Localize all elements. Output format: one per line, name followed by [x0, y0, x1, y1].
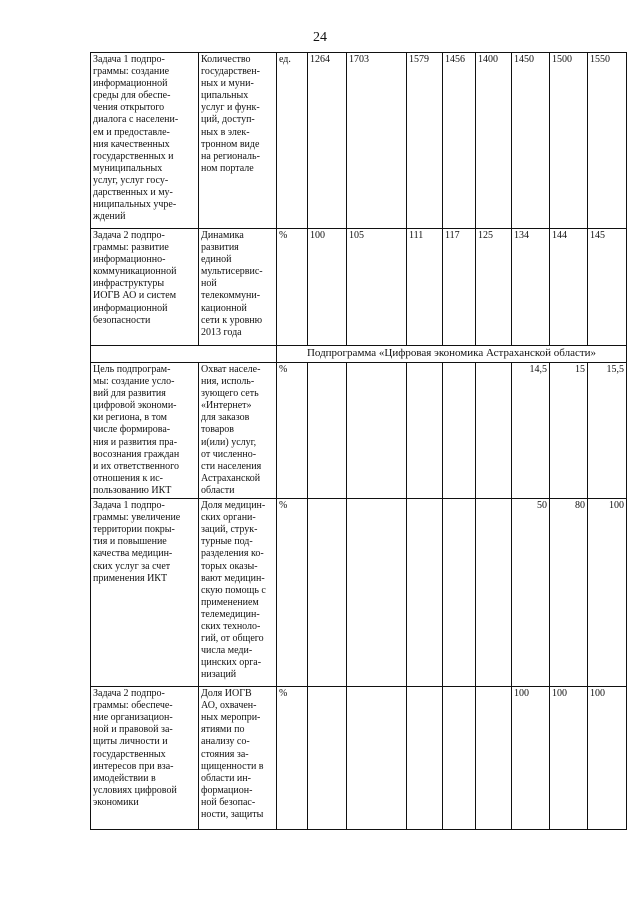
- value-cell: 144: [550, 229, 588, 346]
- value-cell: [347, 363, 407, 499]
- value-cell: [407, 687, 443, 830]
- value-cell: 15: [550, 363, 588, 499]
- value-cell: 50: [512, 499, 550, 687]
- task-name-cell: Задача 1 подпро- граммы: создание информационной среды для обеспе- чения открытого диалога с населени- ем и предоставле- ния качественных государственных и муниципальных услуг, услуг госу- дарственных и му- ниципальных учре- ждений: [91, 53, 199, 229]
- indicator-cell: Динамика развития единой мультисервис- ной телекоммуни- кационной сети к уровню 2013 года: [199, 229, 277, 346]
- value-cell: [443, 687, 476, 830]
- value-cell: 1579: [407, 53, 443, 229]
- value-cell: 117: [443, 229, 476, 346]
- indicator-cell: Доля медицин- ских органи- заций, струк- турные под- разделения ко- торых оказы- вают медицин- скую помощь с применением телемедицин- ских техноло- гий, от общего числа меди- цинских орга- низаций: [199, 499, 277, 687]
- value-cell: 105: [347, 229, 407, 346]
- table-row: [91, 363, 627, 499]
- value-cell: 145: [588, 229, 627, 346]
- unit-cell: %: [277, 229, 308, 346]
- table-row: [91, 53, 627, 229]
- task-name-cell: Задача 2 подпро- граммы: обеспече- ние организацион- ной и правовой за- щиты личности и государственных интересов при вза- имодействии в условиях цифровой экономики: [91, 687, 199, 830]
- value-cell: [476, 687, 512, 830]
- value-cell: 15,5: [588, 363, 627, 499]
- value-cell: [443, 499, 476, 687]
- value-cell: [476, 499, 512, 687]
- indicator-cell: Доля ИОГВ АО, охвачен- ных меропри- ятиями по анализу со- стояния за- щищенности в области ин- формацион- ной безопас- ности, защиты: [199, 687, 277, 830]
- unit-cell: %: [277, 499, 308, 687]
- value-cell: 1550: [588, 53, 627, 229]
- unit-cell: %: [277, 687, 308, 830]
- table-row: [91, 499, 627, 687]
- value-cell: 1450: [512, 53, 550, 229]
- value-cell: 80: [550, 499, 588, 687]
- section-row: [91, 346, 627, 363]
- value-cell: 100: [550, 687, 588, 830]
- indicators-table: [90, 52, 627, 830]
- section-spacer-cell: [91, 346, 277, 363]
- value-cell: [407, 499, 443, 687]
- indicator-cell: Количество государствен- ных и муни- ципальных услуг и функ- ций, доступ- ных в элек- тронном виде на региональ- ном портале: [199, 53, 277, 229]
- task-name-cell: Задача 1 подпро- граммы: увеличение территории покры- тия и повышение качества медицин- ских услуг за счет применения ИКТ: [91, 499, 199, 687]
- value-cell: 134: [512, 229, 550, 346]
- value-cell: 125: [476, 229, 512, 346]
- value-cell: 100: [588, 499, 627, 687]
- value-cell: [476, 363, 512, 499]
- value-cell: 1400: [476, 53, 512, 229]
- unit-cell: ед.: [277, 53, 308, 229]
- value-cell: [308, 363, 347, 499]
- task-name-cell: Задача 2 подпро- граммы: развитие информационно- коммуникационной инфраструктуры ИОГВ АО и систем информационной безопасности: [91, 229, 199, 346]
- value-cell: [347, 687, 407, 830]
- value-cell: 1703: [347, 53, 407, 229]
- value-cell: 100: [588, 687, 627, 830]
- value-cell: 1456: [443, 53, 476, 229]
- unit-cell: %: [277, 363, 308, 499]
- table-row: [91, 687, 627, 830]
- subprogram-title: Подпрограмма «Цифровая экономика Астраханской области»: [277, 346, 627, 363]
- value-cell: [308, 687, 347, 830]
- value-cell: 14,5: [512, 363, 550, 499]
- value-cell: [407, 363, 443, 499]
- value-cell: 111: [407, 229, 443, 346]
- value-cell: [347, 499, 407, 687]
- value-cell: 1264: [308, 53, 347, 229]
- task-name-cell: Цель подпрограм- мы: создание усло- вий для развития цифровой экономи- ки региона, в том числе формирова- ния и развития пра- восознания граждан и их ответственного отношения к ис- пользованию ИКТ: [91, 363, 199, 499]
- value-cell: [443, 363, 476, 499]
- value-cell: 100: [512, 687, 550, 830]
- page-number: 24: [313, 30, 327, 45]
- value-cell: [308, 499, 347, 687]
- table-row: [91, 229, 627, 346]
- value-cell: 100: [308, 229, 347, 346]
- value-cell: 1500: [550, 53, 588, 229]
- indicator-cell: Охват населе- ния, исполь- зующего сеть «Интернет» для заказов товаров и(или) услуг, от численно- сти населения Астраханской области: [199, 363, 277, 499]
